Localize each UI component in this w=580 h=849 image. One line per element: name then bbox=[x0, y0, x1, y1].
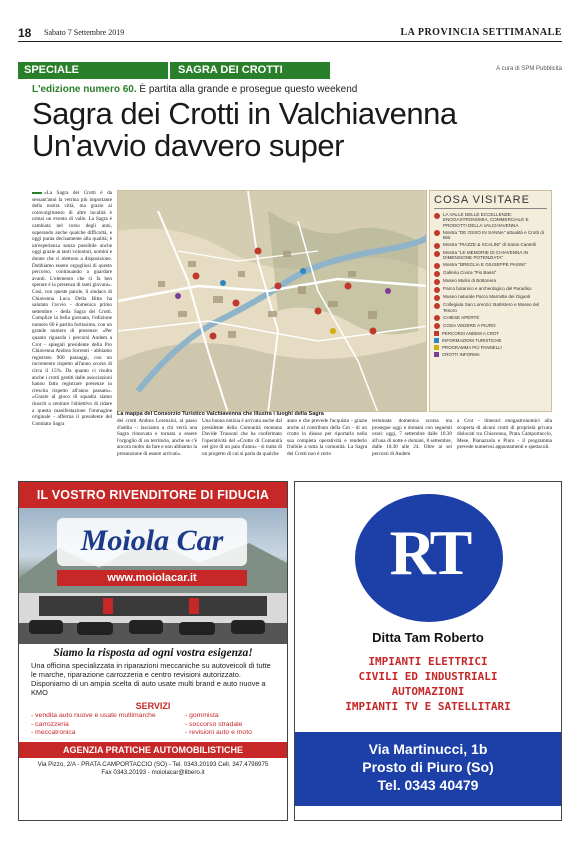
article-column-6: a Crot - itinerari enogastronomici alla scoperta di alcuni crotti di proprietà privata dislocati tra Chiavenna, Prata Camportaccio, Mese, Pianazzola e Piuro - il programma prevede numerosi appuntamenti e spettacoli. bbox=[457, 418, 552, 451]
article-column-5: terminata domenica scorsa ma prosegue oggi e domani con seguenti orari: oggi, 7 settembre dalle 10.30 all'una di notte e domani, 8 settembre, dalle 10.30 alle 24. Oltre ai sei percorsi di Andem bbox=[372, 418, 452, 457]
crotti-info-icon bbox=[434, 352, 439, 357]
services-right bbox=[185, 712, 275, 738]
legend-marker-icon bbox=[434, 287, 440, 293]
legend-item: Galleria Civica "Pio Bassi" bbox=[434, 270, 547, 277]
newspaper-name: LA PROVINCIA SETTIMANALE bbox=[400, 27, 562, 38]
legend-item: Museo Mulini di Bottonera bbox=[434, 278, 547, 285]
legend-marker-icon bbox=[434, 303, 440, 309]
kicker-text: È partita alla grande e prosegue questo weekend bbox=[136, 84, 358, 95]
article-column-1 bbox=[32, 190, 112, 480]
legend-marker-icon bbox=[434, 295, 440, 301]
map-caption: La mappa del Consorzio Turistico Valchiavenna che illustra i luoghi della Sagra bbox=[117, 411, 324, 417]
section-credit: A cura di SPM Pubblicità bbox=[496, 66, 562, 72]
legend-symbol: CROTTI INFORMA bbox=[434, 352, 547, 357]
company-phone[interactable]: Tel. 0343 40479 bbox=[377, 777, 479, 793]
article-column-2: dei crotti Andrea Lorenzini, al passo d'addio -: lasciamo a chi verrà una Sagra rinnovata e tornata a essere l'orgoglio di un territorio, anche se c'è ancora molto da fare e non abbiamo la presunzione di essere arrivati». bbox=[117, 418, 197, 457]
legend-marker-icon bbox=[434, 213, 440, 219]
moiola-logo: Moiola Car bbox=[57, 518, 247, 566]
column-1-text: «La Sagra dei Crotti è da sessant'anni la vetrina più importante della nostra città, ma grazie ai coinvolgimento di altre località è ormai un evento di valle. La Sagra è cambiata nel corso degli anni, superando anche qualche difficoltà, e oggi punta decisamente alla qualità; è un'esperienza senza possibile anche oggi grazie ai tanti volontari, uomini e donne che ci mettono a disposizione. Dobbiamo essere orgogliosi di questo percorso, continuando a guardare avanti. L'elemento che ci fa ben sperare è la presenza di tanti giovani». Così, con queste parole, il sindaco di Chiavenna Luca Della Bitta ha salutato l'avvio - domenica primo settembre - della Sagra dei Crotti. Complice la bella giornata, l'edizione numero 60 è partita fortissimo, con un grande numero di presenze: «Per quanto riguarda i percorsi Andem a Crot - spiegali presidente della Pro Chiavenna Andrea Sorrenti - abbiamo registrato 900 passaggi, con un incremento rispetto all'anno scorso di circa il 15%. Da quanto ci risulta anche i crotti gestiti dalle associazioni hanno fatto registrare presenze in crescita rispetto all'anno passato». «Grazie al gioco di squadra siamo riusciti a centrare l'obiettivo di ridare a questa manifestazione l'immagine originale - afferma il presidente del Comitato Sagra bbox=[32, 190, 112, 427]
ad-address bbox=[19, 758, 287, 777]
address-line-1: Via Pizzo, 2/A - PRATA CAMPORTACCIO (SO) - Tel. 0343.20193 Cell. 347.4798975 bbox=[37, 760, 269, 768]
rt-logo-text: RT bbox=[389, 517, 469, 588]
company-services bbox=[295, 654, 561, 714]
service-item: - carrozzeria bbox=[31, 720, 69, 728]
article-column-3: Una buona notizia è arrivata anche dal presidente della Comunità montana Davide Trussoni che ha confermato l'operatività del «Crotto di Comunità nel giro di un paio d'anni» - si tratta di un progetto di cui si parla da qualche bbox=[202, 418, 282, 457]
legend-title: COSA VISITARE bbox=[434, 194, 547, 209]
ad-description: Una officina specializzata in riparazioni meccaniche su autoveicoli di tutte le marche, riparazione carrozzeria e centro revisioni autorizzato. Disponiamo di un ampia scelta di auto usate multi brand e auto nuove a KMO bbox=[31, 661, 271, 697]
legend-item: LA VALLE DELLE ECCELLENZE: ENOGASTRONOMIA, COMMERCIALE E PRODOTTI DELLA VALCHIAVENNA bbox=[434, 212, 547, 228]
headline-line-2: Un'avvio davvero super bbox=[32, 128, 344, 163]
services-left bbox=[31, 712, 185, 738]
article-column-4: anno e che prevede l'acquisto - grazie anche al contributo della Cm - di un crotto in disuso per riportarlo nella sua completa operatività e renderlo fruibile a tutta la comunità. La Sagra dei Crotti non è certo bbox=[287, 418, 367, 457]
company-city: Prosto di Piuro (So) bbox=[362, 759, 494, 775]
article-kicker bbox=[32, 84, 357, 95]
map-legend bbox=[429, 190, 552, 412]
legend-marker-icon bbox=[434, 263, 440, 269]
service-item: - meccatronica bbox=[31, 729, 76, 736]
lead-dash bbox=[32, 192, 42, 194]
legend-marker-icon bbox=[434, 251, 440, 257]
section-label: SPECIALE bbox=[18, 62, 168, 79]
company-contact bbox=[295, 732, 561, 806]
legend-symbol: INFORMAZIONI TURISTICHE bbox=[434, 338, 547, 343]
kicker-highlight: L'edizione numero 60. bbox=[32, 84, 137, 95]
legend-marker-icon bbox=[434, 315, 440, 321]
tam-roberto-ad bbox=[294, 481, 562, 821]
ad-slogan: Siamo la risposta ad ogni vostra esigenza! bbox=[53, 647, 253, 659]
legend-item: Collegiata San Lorenzo: Battistero e Museo del Tesoro bbox=[434, 302, 547, 313]
legend-item: COSA VEDERE A PIURO bbox=[434, 323, 547, 330]
rt-logo bbox=[355, 494, 503, 622]
legend-item: Mostra "PIAZZE & SCALINI" di Santo Cantelli bbox=[434, 242, 547, 249]
legend-marker-icon bbox=[434, 230, 440, 236]
moiola-url[interactable]: www.moiolacar.it bbox=[57, 570, 247, 586]
legend-marker-icon bbox=[434, 243, 440, 249]
legend-item: Mostra "BREGLIA E GIUSEPPE PASINI" bbox=[434, 262, 547, 269]
article-headline bbox=[32, 98, 552, 162]
legend-marker-icon bbox=[434, 323, 440, 329]
legend-symbol: PERCORSI ANDEM A CROT bbox=[434, 331, 547, 336]
legend-item: Parco botanico e archeologico del Paradiso bbox=[434, 286, 547, 293]
company-name: Ditta Tam Roberto bbox=[372, 630, 484, 645]
service-line: IMPIANTI ELETTRICI bbox=[368, 655, 488, 668]
legend-marker-icon bbox=[434, 271, 440, 277]
section-topic: SAGRA DEI CROTTI bbox=[170, 62, 330, 79]
service-line: AUTOMAZIONI bbox=[391, 685, 465, 698]
legend-symbol: PROGRAMMA PIÙ PANNELLI bbox=[434, 345, 547, 350]
service-item: - gommista bbox=[185, 712, 219, 719]
program-panel-icon bbox=[434, 345, 439, 350]
legend-marker-icon bbox=[434, 279, 440, 285]
agency-banner: AGENZIA PRATICHE AUTOMOBILISTICHE bbox=[19, 742, 287, 758]
page-number: 18 bbox=[18, 26, 32, 40]
ad-top-banner: IL VOSTRO RIVENDITORE DI FIDUCIA bbox=[19, 482, 287, 508]
moiola-car-ad bbox=[18, 481, 288, 821]
section-bar bbox=[18, 62, 562, 79]
service-item: - soccorso stradale bbox=[185, 720, 243, 728]
masthead bbox=[18, 28, 562, 42]
service-line: CIVILI ED INDUSTRIALI bbox=[358, 670, 498, 683]
services-list bbox=[19, 711, 287, 738]
company-address: Via Martinucci, 1b bbox=[368, 741, 488, 757]
map-illustration bbox=[118, 191, 427, 412]
services-title: SERVIZI bbox=[135, 701, 171, 711]
dealership-photo bbox=[19, 508, 287, 644]
address-line-2: Fax 0343.20193 - moiolacar@libero.it bbox=[101, 768, 205, 776]
legend-item: Museo naturale Parco Marmitte dei Giganti bbox=[434, 294, 547, 301]
legend-item: Mostra "LE MEMORIE DI CHIAVENNA IN DIMENSIONE POTENZIATA" bbox=[434, 250, 547, 261]
crot-route-icon bbox=[434, 331, 439, 336]
service-item: - revisioni auto e moto bbox=[185, 729, 252, 736]
service-line: IMPIANTI TV E SATELLITARI bbox=[345, 700, 511, 713]
legend-item: CHIESE APERTE bbox=[434, 315, 547, 322]
legend-item: Mostra "DE OSSO IN SANNA" attualità e Crotti di Bisi bbox=[434, 230, 547, 241]
service-item: - vendita auto nuove e usate multimarche bbox=[31, 712, 156, 719]
info-point-icon bbox=[434, 338, 439, 343]
headline-line-1: Sagra dei Crotti in Valchiavenna bbox=[32, 96, 457, 131]
issue-date: Sabato 7 Settembre 2019 bbox=[44, 28, 125, 37]
sagra-map bbox=[117, 190, 427, 412]
